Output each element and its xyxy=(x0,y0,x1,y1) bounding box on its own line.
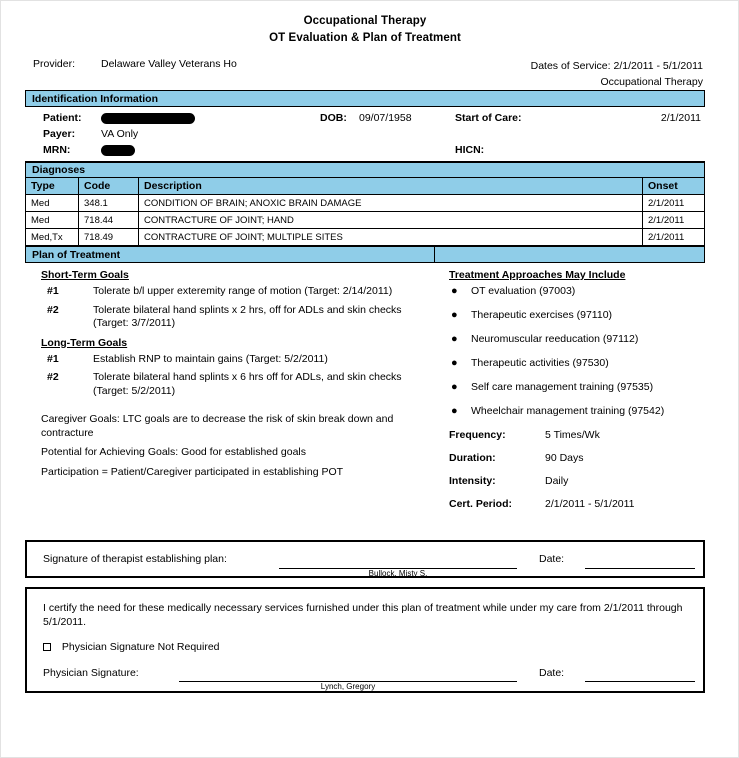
list-item xyxy=(25,304,437,331)
physician-signature-name: Lynch, Gregory xyxy=(320,682,376,691)
approach-label: Therapeutic activities (97530) xyxy=(471,357,609,369)
bullet-icon: ● xyxy=(451,285,458,297)
column-header-code: Code xyxy=(79,178,139,195)
document-title-block xyxy=(25,1,705,47)
column-header-type: Type xyxy=(26,178,79,195)
bullet-icon: ● xyxy=(451,333,458,345)
intensity-value: Daily xyxy=(545,475,569,487)
therapist-signature-box xyxy=(25,540,705,578)
cell-onset: 2/1/2011 xyxy=(643,212,705,229)
physician-signature-not-required-row[interactable] xyxy=(43,641,220,653)
long-term-goals-heading: Long-Term Goals xyxy=(41,336,128,349)
identification-row-3 xyxy=(25,144,705,160)
list-item xyxy=(449,357,705,369)
list-item xyxy=(449,381,705,393)
therapist-signature-label: Signature of therapist establishing plan: xyxy=(43,553,227,565)
mrn-label: MRN: xyxy=(43,144,71,156)
duration-label: Duration: xyxy=(449,452,496,464)
approach-label: OT evaluation (97003) xyxy=(471,285,576,297)
cell-description: CONTRACTURE OF JOINT; MULTIPLE SITES xyxy=(139,229,643,246)
cell-type: Med xyxy=(26,212,79,229)
document-title-secondary: OT Evaluation & Plan of Treatment xyxy=(269,32,461,44)
approach-label: Self care management training (97535) xyxy=(471,381,654,393)
patient-value-redacted xyxy=(101,113,195,124)
dob-value: 09/07/1958 xyxy=(359,112,412,124)
physician-date-line[interactable] xyxy=(585,681,695,682)
identification-body xyxy=(25,107,705,161)
section-header-diagnoses: Diagnoses xyxy=(25,161,705,178)
short-term-goals-heading: Short-Term Goals xyxy=(41,269,129,281)
diagnoses-header-row xyxy=(26,178,705,195)
physician-date-label: Date: xyxy=(539,667,565,679)
provider-row xyxy=(25,58,705,90)
discipline: Occupational Therapy xyxy=(600,76,703,88)
provider-value: Delaware Valley Veterans Ho xyxy=(101,58,237,70)
therapist-signature-name: Bullock, Misty S. xyxy=(368,569,428,578)
start-of-care-label: Start of Care: xyxy=(455,112,522,124)
identification-row-2 xyxy=(25,128,705,144)
intensity-row xyxy=(437,475,705,498)
cell-onset: 2/1/2011 xyxy=(643,229,705,246)
mrn-value-redacted xyxy=(101,145,135,156)
list-item xyxy=(449,309,705,321)
start-of-care-value: 2/1/2011 xyxy=(660,112,701,124)
goal-text: Establish RNP to maintain gains (Target: 5/2/2011) xyxy=(93,352,328,365)
list-item xyxy=(449,333,705,345)
plan-of-treatment-body xyxy=(25,263,705,531)
physician-signature-label: Physician Signature: xyxy=(43,667,139,679)
goals-column xyxy=(25,263,437,486)
goal-text: Tolerate bilateral hand splints x 2 hrs, off for ADLs and skin checks (Target: 3/7/2011) xyxy=(93,303,402,329)
document-title-primary: Occupational Therapy xyxy=(303,15,427,27)
frequency-value: 5 Times/Wk xyxy=(545,429,600,441)
cell-code: 718.44 xyxy=(79,212,139,229)
plan-of-treatment-title: Plan of Treatment xyxy=(25,246,435,263)
goal-number: #2 xyxy=(47,303,59,316)
cell-onset: 2/1/2011 xyxy=(643,195,705,212)
approach-label: Neuromuscular reeducation (97112) xyxy=(471,333,639,345)
cert-period-value: 2/1/2011 - 5/1/2011 xyxy=(545,498,635,510)
caregiver-goals-text: Caregiver Goals: LTC goals are to decrease the risk of skin break down and contracture xyxy=(41,413,394,439)
dob-label: DOB: xyxy=(320,112,347,124)
goal-number: #1 xyxy=(47,285,59,297)
section-header-identification: Identification Information xyxy=(25,90,705,107)
potential-for-achieving-goals-text: Potential for Achieving Goals: Good for established goals xyxy=(41,446,306,458)
identification-row-1 xyxy=(25,112,705,128)
cell-type: Med,Tx xyxy=(26,229,79,246)
goal-number: #2 xyxy=(47,371,59,383)
section-header-plan-of-treatment xyxy=(25,246,705,263)
column-header-description: Description xyxy=(139,178,643,195)
list-item xyxy=(25,371,437,398)
checkbox-icon[interactable] xyxy=(43,643,51,651)
diagnoses-table xyxy=(25,177,705,246)
certification-box xyxy=(25,587,705,693)
column-header-onset: Onset xyxy=(643,178,705,195)
cert-period-row xyxy=(437,498,705,521)
cell-code: 348.1 xyxy=(79,195,139,212)
table-row xyxy=(26,229,705,246)
bullet-icon: ● xyxy=(451,381,458,393)
treatment-approaches-list xyxy=(437,285,705,417)
duration-row xyxy=(437,452,705,475)
duration-value: 90 Days xyxy=(545,452,584,464)
table-row xyxy=(26,195,705,212)
goal-text: Tolerate b/l upper exteremity range of motion (Target: 2/14/2011) xyxy=(93,285,393,297)
list-item xyxy=(25,285,437,299)
list-item xyxy=(25,353,437,367)
payer-label: Payer: xyxy=(43,128,76,140)
identification-divider xyxy=(25,161,705,163)
cell-type: Med xyxy=(26,195,79,212)
bullet-icon: ● xyxy=(451,357,458,369)
patient-label: Patient: xyxy=(43,112,82,124)
list-item xyxy=(449,405,705,417)
goal-text: Tolerate bilateral hand splints x 6 hrs off for ADLs, and skin checks (Target: 5/2/2011) xyxy=(93,371,402,397)
list-item xyxy=(449,285,705,297)
table-row xyxy=(26,212,705,229)
hicn-label: HICN: xyxy=(455,144,485,156)
approach-label: Therapeutic exercises (97110) xyxy=(471,309,613,321)
payer-value: VA Only xyxy=(101,128,139,140)
certification-statement: I certify the need for these medically necessary services furnished under this plan of treatment while under my care from 2/1/2011 through 5/1/2011. xyxy=(43,602,683,628)
participation-text: Participation = Patient/Caregiver participated in establishing POT xyxy=(41,465,344,478)
approach-label: Wheelchair management training (97542) xyxy=(471,405,665,417)
cell-description: CONDITION OF BRAIN; ANOXIC BRAIN DAMAGE xyxy=(139,195,643,212)
document-sheet xyxy=(25,1,705,693)
treatment-approaches-heading: Treatment Approaches May Include xyxy=(449,269,626,281)
bullet-icon: ● xyxy=(451,309,458,321)
plan-of-treatment-title-right xyxy=(434,246,705,263)
bullet-icon: ● xyxy=(451,405,458,417)
treatment-approaches-column xyxy=(437,263,705,521)
goals-spacer xyxy=(25,403,437,413)
cert-period-label: Cert. Period: xyxy=(449,498,513,510)
therapist-date-line[interactable] xyxy=(585,568,695,569)
goal-number: #1 xyxy=(47,352,59,365)
frequency-label: Frequency: xyxy=(449,429,506,441)
dates-of-service: Dates of Service: 2/1/2011 - 5/1/2011 xyxy=(530,60,703,72)
intensity-label: Intensity: xyxy=(449,475,496,487)
cell-code: 718.49 xyxy=(79,229,139,246)
cell-description: CONTRACTURE OF JOINT; HAND xyxy=(139,212,643,229)
service-info xyxy=(531,58,703,90)
frequency-row xyxy=(437,429,705,452)
provider-label: Provider: xyxy=(33,58,76,70)
physician-signature-not-required-label: Physician Signature Not Required xyxy=(61,641,220,654)
therapist-date-label: Date: xyxy=(539,553,565,565)
